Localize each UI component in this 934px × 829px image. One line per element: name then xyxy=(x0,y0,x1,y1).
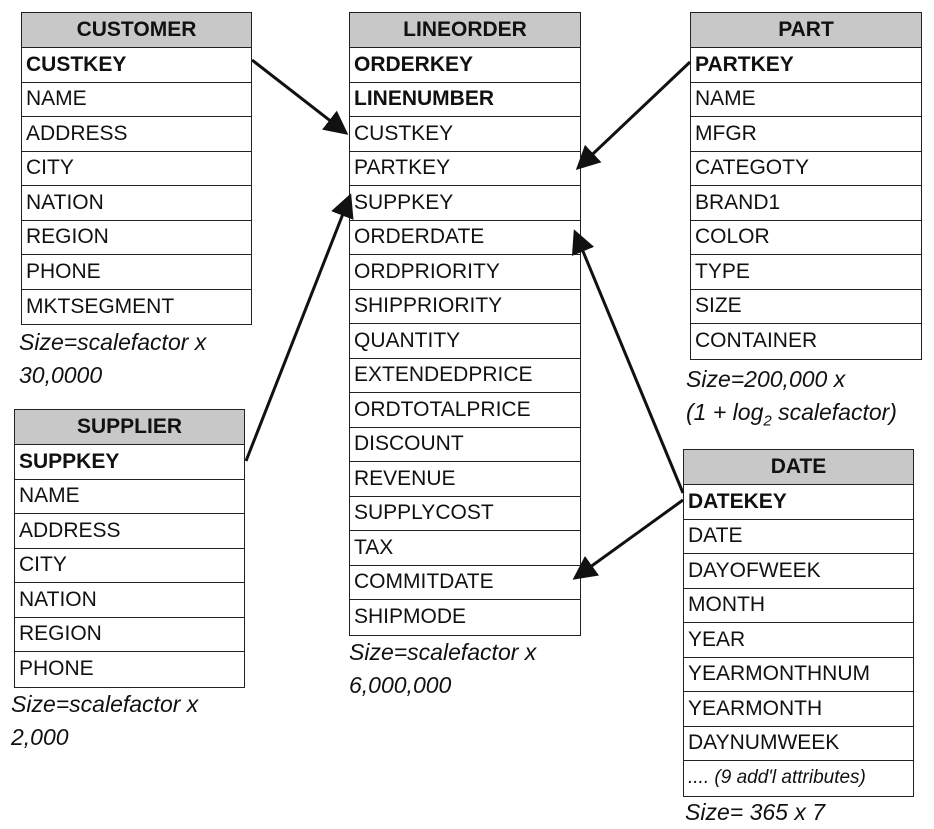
part-size-line2 xyxy=(686,396,897,438)
lineorder-row-custkey: CUSTKEY xyxy=(350,117,580,152)
date-row-date: DATE xyxy=(684,520,913,555)
lineorder-row-shippriority: SHIPPRIORITY xyxy=(350,290,580,325)
lineorder-row-supplycost: SUPPLYCOST xyxy=(350,497,580,532)
customer-row-address: ADDRESS xyxy=(22,117,251,152)
part-row-type: TYPE xyxy=(691,255,921,290)
part-row-category: CATEGOTY xyxy=(691,152,921,187)
supplier-row-nation: NATION xyxy=(15,583,244,618)
supplier-table xyxy=(14,409,245,688)
customer-row-city: CITY xyxy=(22,152,251,187)
arrow-part-to-lineorder-partkey xyxy=(578,62,690,168)
part-size-line2-pre: (1 + log xyxy=(686,399,764,425)
customer-size-label xyxy=(19,326,206,392)
part-row-mfgr: MFGR xyxy=(691,117,921,152)
supplier-size-line1: Size=scalefactor x xyxy=(11,691,199,717)
lineorder-size-line2: 6,000,000 xyxy=(349,672,452,698)
lineorder-row-extendedprice: EXTENDEDPRICE xyxy=(350,359,580,394)
lineorder-size-label xyxy=(349,636,536,702)
date-table xyxy=(683,449,914,797)
lineorder-row-shipmode: SHIPMODE xyxy=(354,605,467,629)
customer-row-mktsegment: MKTSEGMENT xyxy=(26,294,175,318)
supplier-row-suppkey: SUPPKEY xyxy=(15,445,244,480)
supplier-size-label xyxy=(11,688,198,754)
part-size-line2-post: scalefactor) xyxy=(771,399,897,425)
date-size-label xyxy=(685,796,825,829)
customer-size-line1: Size=scalefactor x xyxy=(19,329,207,355)
date-row-year: YEAR xyxy=(684,623,913,658)
supplier-row-city: CITY xyxy=(15,549,244,584)
supplier-row-name: NAME xyxy=(15,480,244,515)
supplier-row-address: ADDRESS xyxy=(15,514,244,549)
supplier-row-phone: PHONE xyxy=(19,657,94,681)
supplier-table-title: SUPPLIER xyxy=(15,410,244,445)
lineorder-size-line1: Size=scalefactor x xyxy=(349,639,537,665)
lineorder-table-title: LINEORDER xyxy=(350,13,580,48)
customer-table xyxy=(21,12,252,325)
lineorder-row-orderdate: ORDERDATE xyxy=(350,221,580,256)
part-row-name: NAME xyxy=(691,83,921,118)
lineorder-row-partkey: PARTKEY xyxy=(350,152,580,187)
lineorder-row-linenumber: LINENUMBER xyxy=(350,83,580,118)
supplier-size-line2: 2,000 xyxy=(11,724,69,750)
part-row-container: CONTAINER xyxy=(695,329,818,353)
date-size-line1: Size= 365 x 7 xyxy=(685,799,826,825)
lineorder-row-revenue: REVENUE xyxy=(350,462,580,497)
arrow-customer-to-lineorder-custkey xyxy=(252,60,346,133)
lineorder-row-tax: TAX xyxy=(350,531,580,566)
part-table xyxy=(690,12,922,360)
lineorder-row-suppkey: SUPPKEY xyxy=(350,186,580,221)
date-row-dayofweek: DAYOFWEEK xyxy=(684,554,913,589)
customer-size-line2: 30,0000 xyxy=(19,362,103,388)
customer-row-name: NAME xyxy=(22,83,251,118)
lineorder-row-ordtotalprice: ORDTOTALPRICE xyxy=(350,393,580,428)
arrow-date-to-lineorder-commitdate xyxy=(575,500,683,578)
part-row-size: SIZE xyxy=(691,290,921,325)
lineorder-row-discount: DISCOUNT xyxy=(350,428,580,463)
customer-row-phone: PHONE xyxy=(22,255,251,290)
lineorder-row-ordpriority: ORDPRIORITY xyxy=(350,255,580,290)
customer-row-nation: NATION xyxy=(22,186,251,221)
lineorder-row-orderkey: ORDERKEY xyxy=(350,48,580,83)
part-row-partkey: PARTKEY xyxy=(691,48,921,83)
date-row-yearmonth: YEARMONTH xyxy=(684,692,913,727)
date-table-title: DATE xyxy=(684,450,913,485)
supplier-row-region: REGION xyxy=(15,618,244,653)
customer-row-region: REGION xyxy=(22,221,251,256)
part-size-log-base: 2 xyxy=(763,412,772,430)
customer-row-custkey: CUSTKEY xyxy=(22,48,251,83)
arrow-supplier-to-lineorder-suppkey xyxy=(246,196,350,461)
date-row-additional-attributes: .... (9 add'l attributes) xyxy=(688,767,866,789)
date-row-yearmonthnum: YEARMONTHNUM xyxy=(684,658,913,693)
date-row-daynumweek: DAYNUMWEEK xyxy=(684,727,913,762)
arrow-date-to-lineorder-orderdate xyxy=(575,232,683,493)
part-row-brand1: BRAND1 xyxy=(691,186,921,221)
customer-table-title: CUSTOMER xyxy=(22,13,251,48)
part-table-title: PART xyxy=(691,13,921,48)
part-size-line1: Size=200,000 x xyxy=(686,366,846,392)
part-size-label xyxy=(686,363,897,438)
date-row-month: MONTH xyxy=(684,589,913,624)
lineorder-row-quantity: QUANTITY xyxy=(350,324,580,359)
date-row-datekey: DATEKEY xyxy=(684,485,913,520)
lineorder-table xyxy=(349,12,581,636)
part-row-color: COLOR xyxy=(691,221,921,256)
lineorder-row-commitdate: COMMITDATE xyxy=(350,566,580,601)
